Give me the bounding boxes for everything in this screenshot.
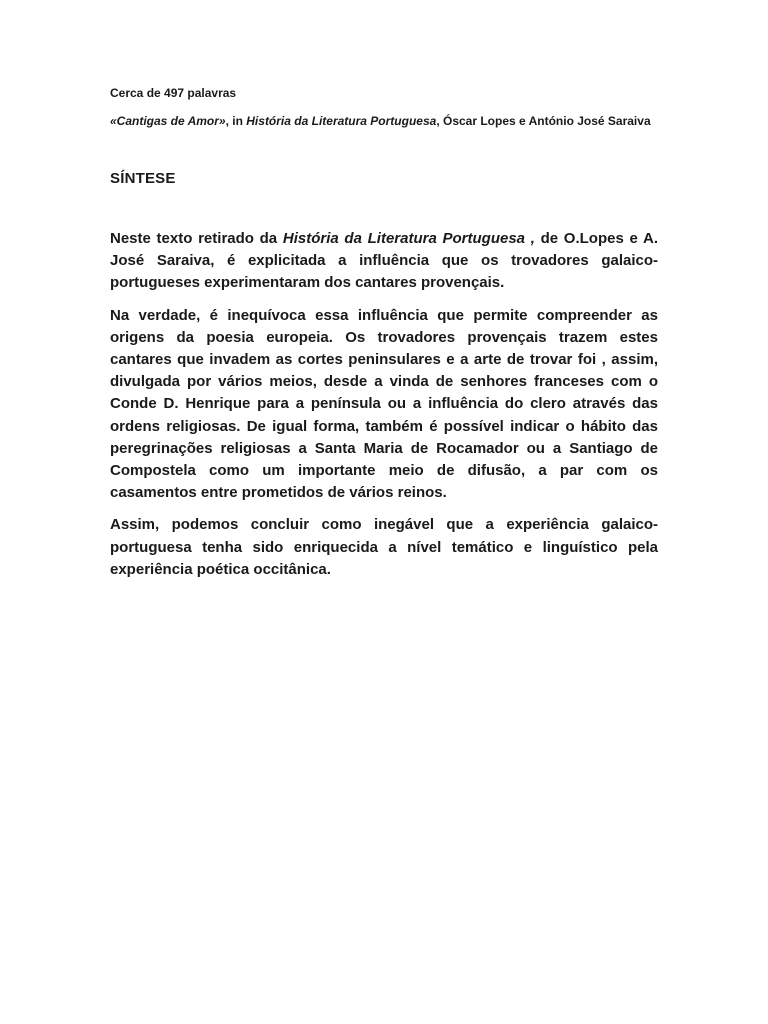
paragraph-1-end: de O.Lopes e A. José Saraiva, é explicitada a influência que os trovadores galaico-portugueses experimentaram dos cantares provençais. <box>110 230 658 292</box>
body-text <box>110 228 658 591</box>
paragraph-1-start: Neste texto retirado da <box>110 230 283 247</box>
source-book: História da Literatura Portuguesa <box>246 114 437 128</box>
section-heading: SÍNTESE <box>110 170 176 187</box>
source-separator-in: , in <box>225 114 247 128</box>
word-count: Cerca de 497 palavras <box>110 86 237 100</box>
paragraph-1 <box>110 228 658 295</box>
source-citation <box>110 114 651 128</box>
source-title: «Cantigas de Amor» <box>110 114 226 128</box>
paragraph-3: Assim, podemos concluir como inegável que a experiência galaico-portuguesa tenha sido enriquecida a nível temático e linguístico pela experiência poética occitânica. <box>110 516 658 578</box>
source-authors: Óscar Lopes e António José Saraiva <box>442 114 651 128</box>
paragraph-2: Na verdade, é inequívoca essa influência que permite compreender as origens da poesia europeia. Os trovadores provençais trazem estes cantares que invadem as cortes peninsulares e a arte de trovar foi , assim, divulgada por vários meios, desde a vinda de senhores franceses com o Conde D. Henrique para a península ou a influência do clero através das ordens religiosas. De igual forma, também é possível indicar o hábito das peregrinações religiosas a Santa Maria de Rocamador ou a Santiago de Compostela como um importante meio de difusão, a par com os casamentos entre prometidos de vários reinos. <box>110 306 658 502</box>
paragraph-1-book: História da Literatura Portuguesa , <box>282 230 535 247</box>
source-separator: , <box>436 114 443 128</box>
